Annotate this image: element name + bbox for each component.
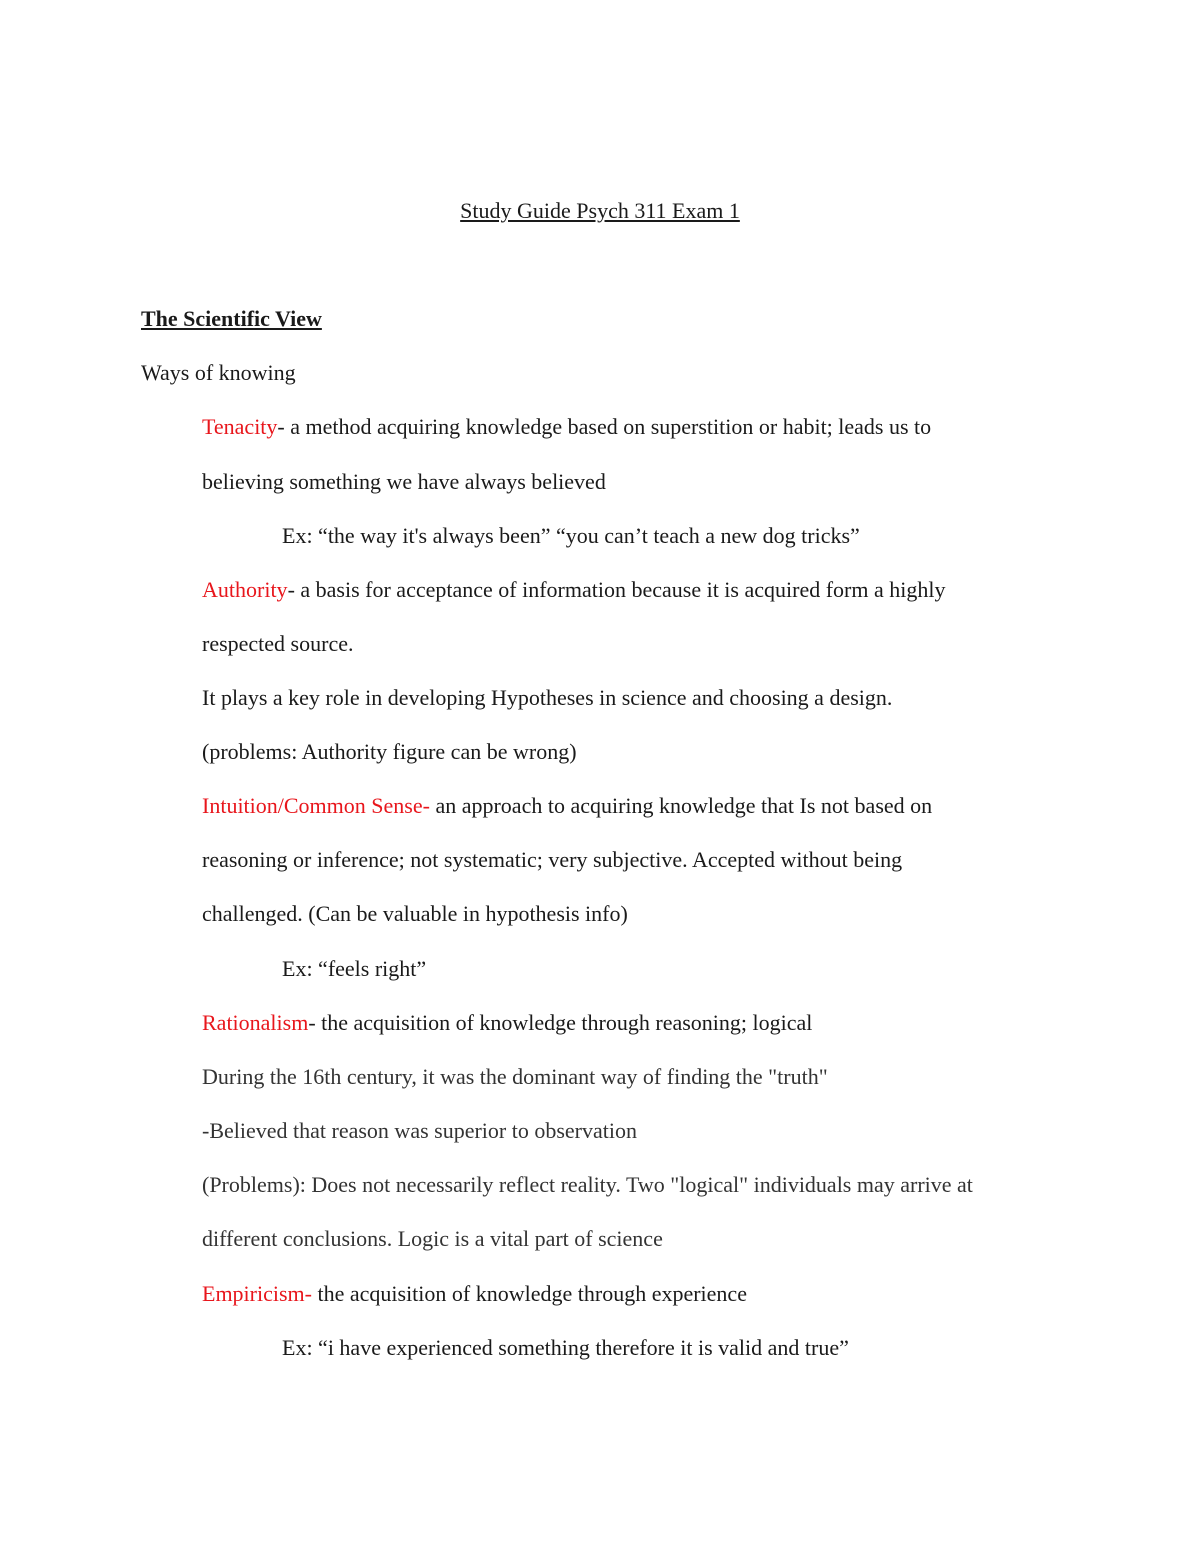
authority-text-4: (problems: Authority figure can be wrong) — [202, 739, 577, 764]
tenacity-text-1: - a method acquiring knowledge based on superstition or habit; leads us to — [277, 414, 932, 439]
intuition-text-2: reasoning or inference; not systematic; very subjective. Accepted without being — [202, 847, 903, 872]
subheading: Ways of knowing — [141, 360, 296, 385]
rationalism-text-4: (Problems): Does not necessarily reflect reality. Two "logical" individuals may arrive at — [202, 1172, 973, 1197]
intuition-definition — [202, 793, 932, 819]
rationalism-text-5: different conclusions. Logic is a vital part of science — [202, 1226, 663, 1251]
empiricism-text-1: the acquisition of knowledge through experience — [311, 1281, 747, 1306]
term-rationalism: Rationalism — [202, 1010, 309, 1035]
authority-definition — [202, 577, 945, 603]
term-authority: Authority — [202, 577, 288, 602]
intuition-text-3: challenged. (Can be valuable in hypothesis info) — [202, 901, 628, 926]
empiricism-definition — [202, 1281, 747, 1307]
rationalism-text-3: -Believed that reason was superior to observation — [202, 1118, 637, 1143]
rationalism-text-2: During the 16th century, it was the dominant way of finding the "truth" — [202, 1064, 828, 1089]
term-intuition: Intuition/Common Sense- — [202, 793, 430, 818]
term-empiricism: Empiricism- — [202, 1281, 312, 1306]
authority-text-3: It plays a key role in developing Hypotheses in science and choosing a design. — [202, 685, 893, 710]
intuition-example: Ex: “feels right” — [282, 956, 427, 981]
rationalism-definition — [202, 1010, 812, 1036]
rationalism-text-1: - the acquisition of knowledge through reasoning; logical — [308, 1010, 813, 1035]
authority-text-2: respected source. — [202, 631, 354, 656]
tenacity-text-2: believing something we have always believed — [202, 469, 606, 494]
section-heading: The Scientific View — [141, 306, 322, 331]
term-tenacity: Tenacity — [202, 414, 278, 439]
empiricism-example: Ex: “i have experienced something therefore it is valid and true” — [282, 1335, 849, 1360]
tenacity-definition — [202, 414, 931, 440]
intuition-text-1: an approach to acquiring knowledge that Is not based on — [429, 793, 933, 818]
document-title: Study Guide Psych 311 Exam 1 — [460, 198, 740, 223]
tenacity-example: Ex: “the way it's always been” “you can’t teach a new dog tricks” — [282, 523, 860, 548]
authority-text-1: - a basis for acceptance of information because it is acquired form a highly — [287, 577, 946, 602]
